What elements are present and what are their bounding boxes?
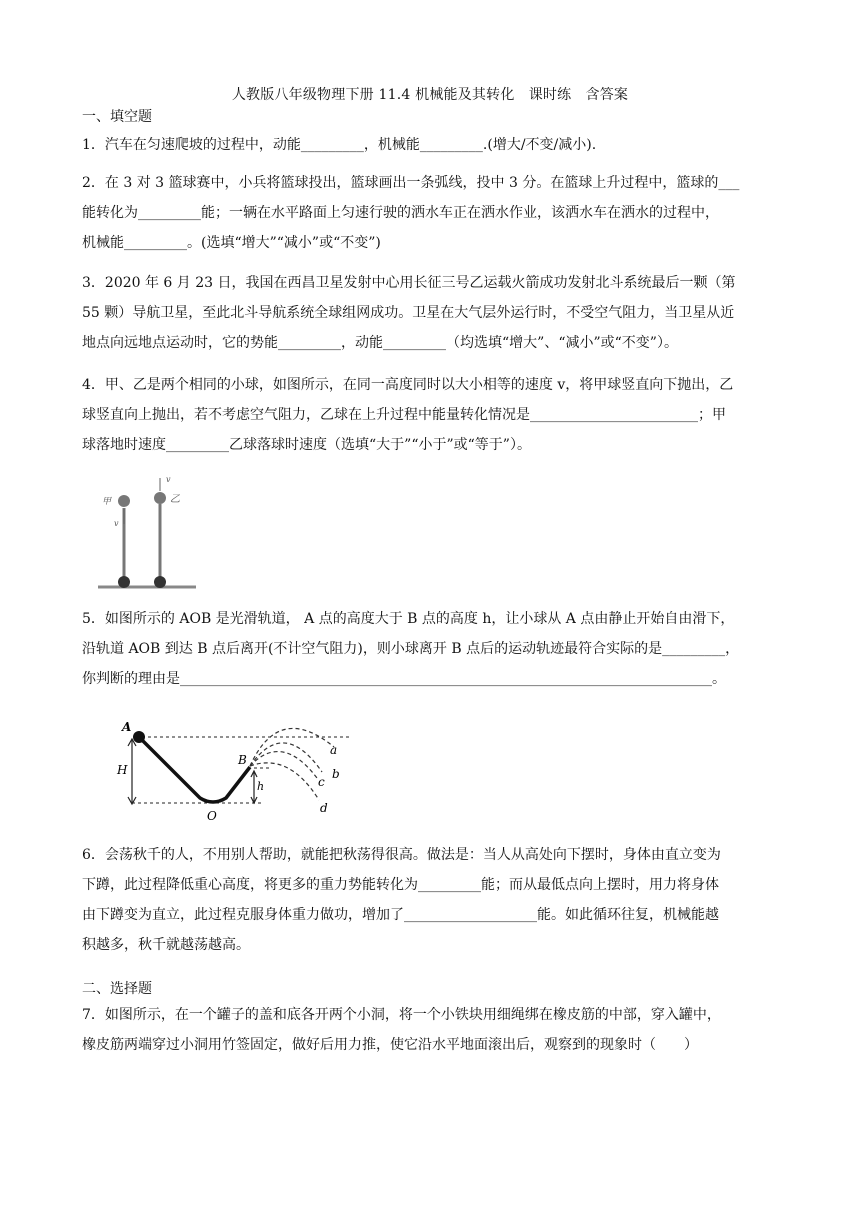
question-2: [82, 168, 782, 258]
label-O: O: [207, 809, 217, 823]
label-v-down: v: [114, 519, 119, 528]
label-H: H: [117, 763, 128, 777]
trajectory-c: [250, 752, 317, 778]
question-line: 由下蹲变为直立，此过程克服身体重力做功，增加了___________________能。如此循环往复，机械能越: [82, 907, 719, 923]
question-line: 地点向远地点运动时，它的势能_________，动能_________（均选填“增大”、“减小”或“不变”）。: [82, 335, 678, 351]
question-7: [82, 1000, 782, 1060]
question-line: 4．甲、乙是两个相同的小球，如图所示，在同一高度同时以大小相等的速度 v，将甲球竖直向下抛出，乙: [82, 377, 734, 393]
label-A: A: [122, 720, 132, 734]
label-jia: 甲: [102, 497, 112, 507]
question-line: 5．如图所示的 AOB 是光滑轨道， A 点的高度大于 B 点的高度 h，让小球从 A 点由静止开始自由滑下，: [82, 611, 735, 627]
question-line: 沿轨道 AOB 到达 B 点后离开(不计空气阻力)，则小球离开 B 点后的运动轨迹最符合实际的是_________，: [82, 641, 740, 657]
label-B: B: [238, 753, 247, 767]
label-v-up: v: [166, 475, 171, 484]
question-line: 7．如图所示，在一个罐子的盖和底各开两个小洞，将一个小铁块用细绳绑在橡皮筋的中部，穿入罐中，: [82, 1007, 721, 1023]
question-line: 积越多，秋千就越荡越高。: [82, 937, 250, 953]
question-line: 橡皮筋两端穿过小洞用竹签固定，做好后用力推，使它沿水平地面滚出后，观察到的现象时（ ）: [82, 1037, 698, 1053]
question-1: [82, 130, 782, 160]
question-line: 球竖直向上抛出，若不考虑空气阻力，乙球在上升过程中能量转化情况是________________________；甲: [82, 407, 726, 423]
figure-aob-track: [114, 712, 354, 824]
question-5: [82, 604, 782, 694]
question-line: 能转化为_________能；一辆在水平路面上匀速行驶的洒水车正在洒水作业，该洒水车在洒水的过程中，: [82, 205, 719, 221]
label-c: c: [318, 775, 325, 789]
label-d: d: [320, 801, 328, 815]
question-line: 2．在 3 对 3 篮球赛中，小兵将篮球投出，篮球画出一条弧线，投中 3 分。在篮球上升过程中，篮球的___: [82, 175, 740, 191]
question-line: 下蹲，此过程降低重心高度，将更多的重力势能转化为_________能；而从最低点向上摆时，用力将身体: [82, 877, 719, 893]
ball-yi-bottom: [154, 576, 166, 588]
trajectory-a: [250, 728, 334, 766]
document-title: 人教版八年级物理下册 11.4 机械能及其转化 课时练 含答案: [231, 87, 629, 103]
ball-jia-top: [118, 495, 130, 507]
question-line: 你判断的理由是____________________________________________________________________________。: [82, 671, 726, 687]
ball-at-A: [133, 731, 145, 743]
ball-yi-top: [154, 492, 166, 504]
label-b: b: [332, 767, 340, 781]
question-4: [82, 370, 782, 460]
label-h: h: [257, 780, 265, 793]
section-heading-fill-blank: 一、填空题: [82, 109, 152, 125]
figure-balls-jia-yi: [96, 474, 206, 594]
question-line: 1．汽车在匀速爬坡的过程中，动能_________，机械能_________.(增大/不变/减小).: [82, 137, 597, 153]
question-line: 55 颗）导航卫星，至此北斗导航系统全球组网成功。卫星在大气层外运行时，不受空气阻力，当卫星从近: [82, 305, 735, 321]
question-line: 3．2020 年 6 月 23 日，我国在西昌卫星发射中心用长征三号乙运载火箭成功发射北斗系统最后一颗（第: [82, 275, 736, 291]
section-heading-choice: 二、选择题: [82, 981, 152, 997]
question-line: 机械能_________。(选填“增大”“减小”或“不变”): [82, 235, 381, 251]
track-aob: [139, 737, 250, 802]
ball-jia-bottom: [118, 576, 130, 588]
question-3: [82, 268, 782, 358]
question-6: [82, 840, 782, 960]
question-line: 球落地时速度_________乙球落球时速度（选填“大于”“小于”或“等于”）。: [82, 437, 531, 453]
question-line: 6．会荡秋千的人，不用别人帮助，就能把秋荡得很高。做法是：当人从高处向下摆时，身体由直立变为: [82, 847, 721, 863]
label-yi: 乙: [170, 494, 180, 505]
label-a: a: [330, 743, 338, 757]
